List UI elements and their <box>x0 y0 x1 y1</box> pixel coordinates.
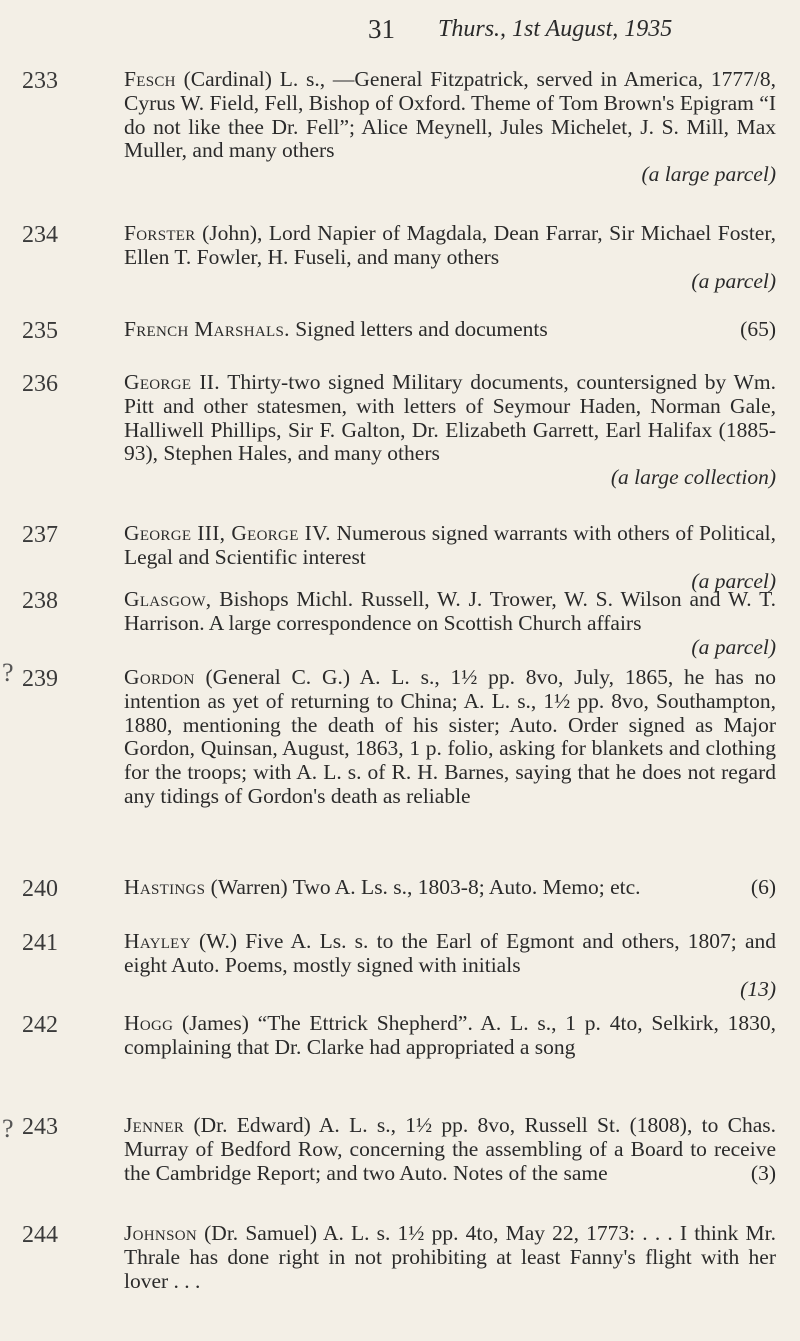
lot-number: 236 <box>22 371 58 397</box>
page-header <box>0 4 800 44</box>
lot-text: (General C. G.) A. L. s., 1½ pp. 8vo, July, 1865, he has no intention as yet of returning to China; A. L. s., 1½ pp. 8vo, Southampton, 1880, mentioning the death of his sister; Auto. Order signed as Major Gordon, Quinsan, August, 1863, 1 p. folio, asking for blankets and clothing for the troops; with A. L. s. of R. H. Barnes, saying that he does not regard any tidings of Gordon's death as reliable <box>124 665 777 808</box>
lot-number: 241 <box>22 930 58 956</box>
lot-heading: Fesch <box>124 67 176 91</box>
lot-heading: Gordon <box>124 665 195 689</box>
lot-number: 242 <box>22 1012 58 1038</box>
lot-number: 243 <box>22 1114 58 1140</box>
lot-number: 237 <box>22 522 58 548</box>
lot-description <box>124 371 776 490</box>
lot-text: Numerous signed warrants with others of Political, Legal and Scientific interest <box>124 521 777 569</box>
lot-description <box>124 930 776 1001</box>
lot-description <box>124 1012 776 1060</box>
lot-note: (13) <box>740 976 776 1001</box>
lot-description <box>124 666 776 809</box>
lot-number: 244 <box>22 1222 58 1248</box>
lot-text: Thirty-two signed Military documents, countersigned by Wm. Pitt and other statesmen, with letters of Seymour Haden, Norman Gale, Halliwell Phillips, Sir F. Galton, Dr. Elizabeth Garrett, Earl Halifax (1885-93), Stephen Hales, and many others <box>124 370 777 466</box>
lot-description <box>124 876 776 900</box>
lot-note: (a parcel) <box>691 268 776 293</box>
lot-number: 233 <box>22 68 58 94</box>
running-head: Thurs., 1st August, 1935 <box>438 16 673 42</box>
margin-query-mark: ? <box>2 1114 14 1143</box>
lot-heading: Glasgow, <box>124 587 212 611</box>
lot-description <box>124 1222 776 1293</box>
lot-number: 240 <box>22 876 58 902</box>
lot-number: 239 <box>22 666 58 692</box>
lot-note: (a large parcel) <box>641 162 776 187</box>
lot-note: (a parcel) <box>691 634 776 659</box>
lot-note: (6) <box>750 875 776 899</box>
lot-heading: Forster <box>124 221 196 245</box>
lot-heading: Jenner <box>124 1113 185 1137</box>
lot-text: (Dr. Edward) A. L. s., 1½ pp. 8vo, Russell St. (1808), to Chas. Murray of Bedford Row, concerning the assembling of a Board to receive the Cambridge Report; and two Auto. Notes of the same <box>124 1113 776 1185</box>
lot-description <box>124 222 776 293</box>
lot-description <box>124 588 776 659</box>
lot-text: (Warren) Two A. Ls. s., 1803-8; Auto. Memo; etc. <box>210 875 641 899</box>
lot-heading: French Marshals. <box>124 317 290 341</box>
lot-number: 238 <box>22 588 58 614</box>
lot-heading: Hogg <box>124 1011 174 1035</box>
lot-note: (3) <box>750 1160 776 1185</box>
lot-text: (Dr. Samuel) A. L. s. 1½ pp. 4to, May 22, 1773: . . . I think Mr. Thrale has done right in not prohibiting at least Fanny's flight with her lover . . . <box>124 1221 777 1293</box>
lot-note: (a large collection) <box>610 465 776 490</box>
lot-note: (a parcel) <box>691 568 776 593</box>
lot-heading: Johnson <box>124 1221 197 1245</box>
lot-heading: Hayley <box>124 929 191 953</box>
lot-description <box>124 522 776 593</box>
lot-description <box>124 68 776 187</box>
lot-text: (James) “The Ettrick Shepherd”. A. L. s., 1 p. 4to, Selkirk, 1830, complaining that Dr. Clarke had appropriated a song <box>124 1011 776 1059</box>
margin-query-mark: ? <box>2 658 14 687</box>
lot-text: Bishops Michl. Russell, W. J. Trower, W. S. Wilson and W. T. Harrison. A large correspondence on Scottish Church affairs <box>124 587 776 635</box>
lot-heading: George II. <box>124 370 220 394</box>
lot-description <box>124 1114 776 1185</box>
lot-number: 235 <box>22 318 58 344</box>
lot-description <box>124 318 776 342</box>
page-number: 31 <box>368 14 395 44</box>
lot-number: 234 <box>22 222 58 248</box>
lot-text: (Cardinal) L. s., —General Fitzpatrick, served in America, 1777/8, Cyrus W. Field, Fell, Bishop of Oxford. Theme of Tom Brown's Epigram “I do not like thee Dr. Fell”; Alice Meynell, Jules Michelet, J. S. Mill, Max Muller, and many others <box>124 67 776 163</box>
lot-note: (65) <box>740 317 776 341</box>
lot-text: Signed letters and documents <box>295 317 548 341</box>
lot-heading: Hastings <box>124 875 206 899</box>
lot-heading: George III, George IV. <box>124 521 331 545</box>
lot-text: (W.) Five A. Ls. s. to the Earl of Egmont and others, 1807; and eight Auto. Poems, mostly signed with initials <box>124 929 777 977</box>
lot-text: (John), Lord Napier of Magdala, Dean Farrar, Sir Michael Foster, Ellen T. Fowler, H. Fuseli, and many others <box>124 221 777 269</box>
